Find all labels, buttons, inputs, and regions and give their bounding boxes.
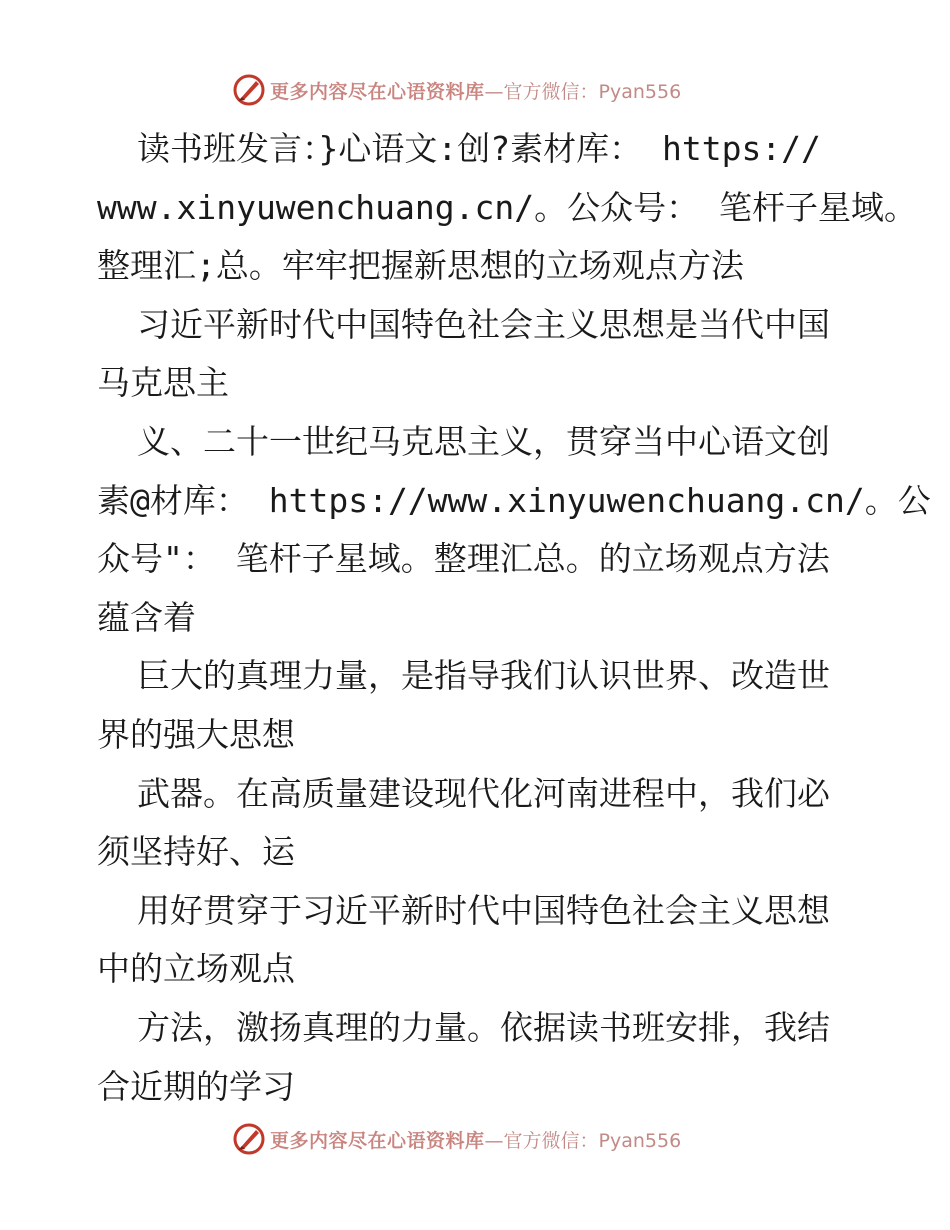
text-line: 方法，激扬真理的力量。依据读书班安排，我结 <box>137 1007 830 1047</box>
text-line: www.xinyuwenchuang.cn/。公众号： 笔杆子星域。 <box>97 187 917 227</box>
document-body <box>97 120 931 1116</box>
text-line: 须坚持好、运 <box>97 832 295 872</box>
text-line: 巨大的真理力量，是指导我们认识世界、改造世 <box>137 656 830 696</box>
text-line: 马克思主 <box>97 363 229 403</box>
banner-contact: —官方微信：Pyan556 <box>484 1129 682 1152</box>
banner-contact: —官方微信：Pyan556 <box>484 80 682 103</box>
text-line: 中的立场观点 <box>97 949 295 989</box>
text-line: 整理汇;总。牢牢把握新思想的立场观点方法 <box>97 246 744 286</box>
text-line: 用好贯穿于习近平新时代中国特色社会主义思想 <box>137 890 830 930</box>
text-line: 蕴含着 <box>97 597 196 637</box>
banner-text: 更多内容尽在心语资料库 <box>270 80 485 103</box>
pen-logo-icon <box>232 73 266 107</box>
header-banner <box>232 72 732 108</box>
text-line: 众号"： 笔杆子星域。整理汇总。的立场观点方法 <box>97 539 830 579</box>
text-line: 读书班发言：}心语文:创?素材库： https:// <box>137 129 821 168</box>
text-line: 素@材库： https://www.xinyuwenchuang.cn/。公 <box>97 480 931 520</box>
banner-text: 更多内容尽在心语资料库 <box>270 1129 485 1152</box>
pen-logo-icon <box>232 1122 266 1156</box>
text-line: 合近期的学习 <box>97 1066 295 1106</box>
text-line: 习近平新时代中国特色社会主义思想是当代中国 <box>137 304 830 344</box>
text-line: 武器。在高质量建设现代化河南进程中，我们必 <box>137 773 830 813</box>
footer-banner <box>232 1121 732 1157</box>
text-line: 界的强大思想 <box>97 714 295 754</box>
text-line: 义、二十一世纪马克思主义，贯穿当中心语文创 <box>137 421 830 461</box>
